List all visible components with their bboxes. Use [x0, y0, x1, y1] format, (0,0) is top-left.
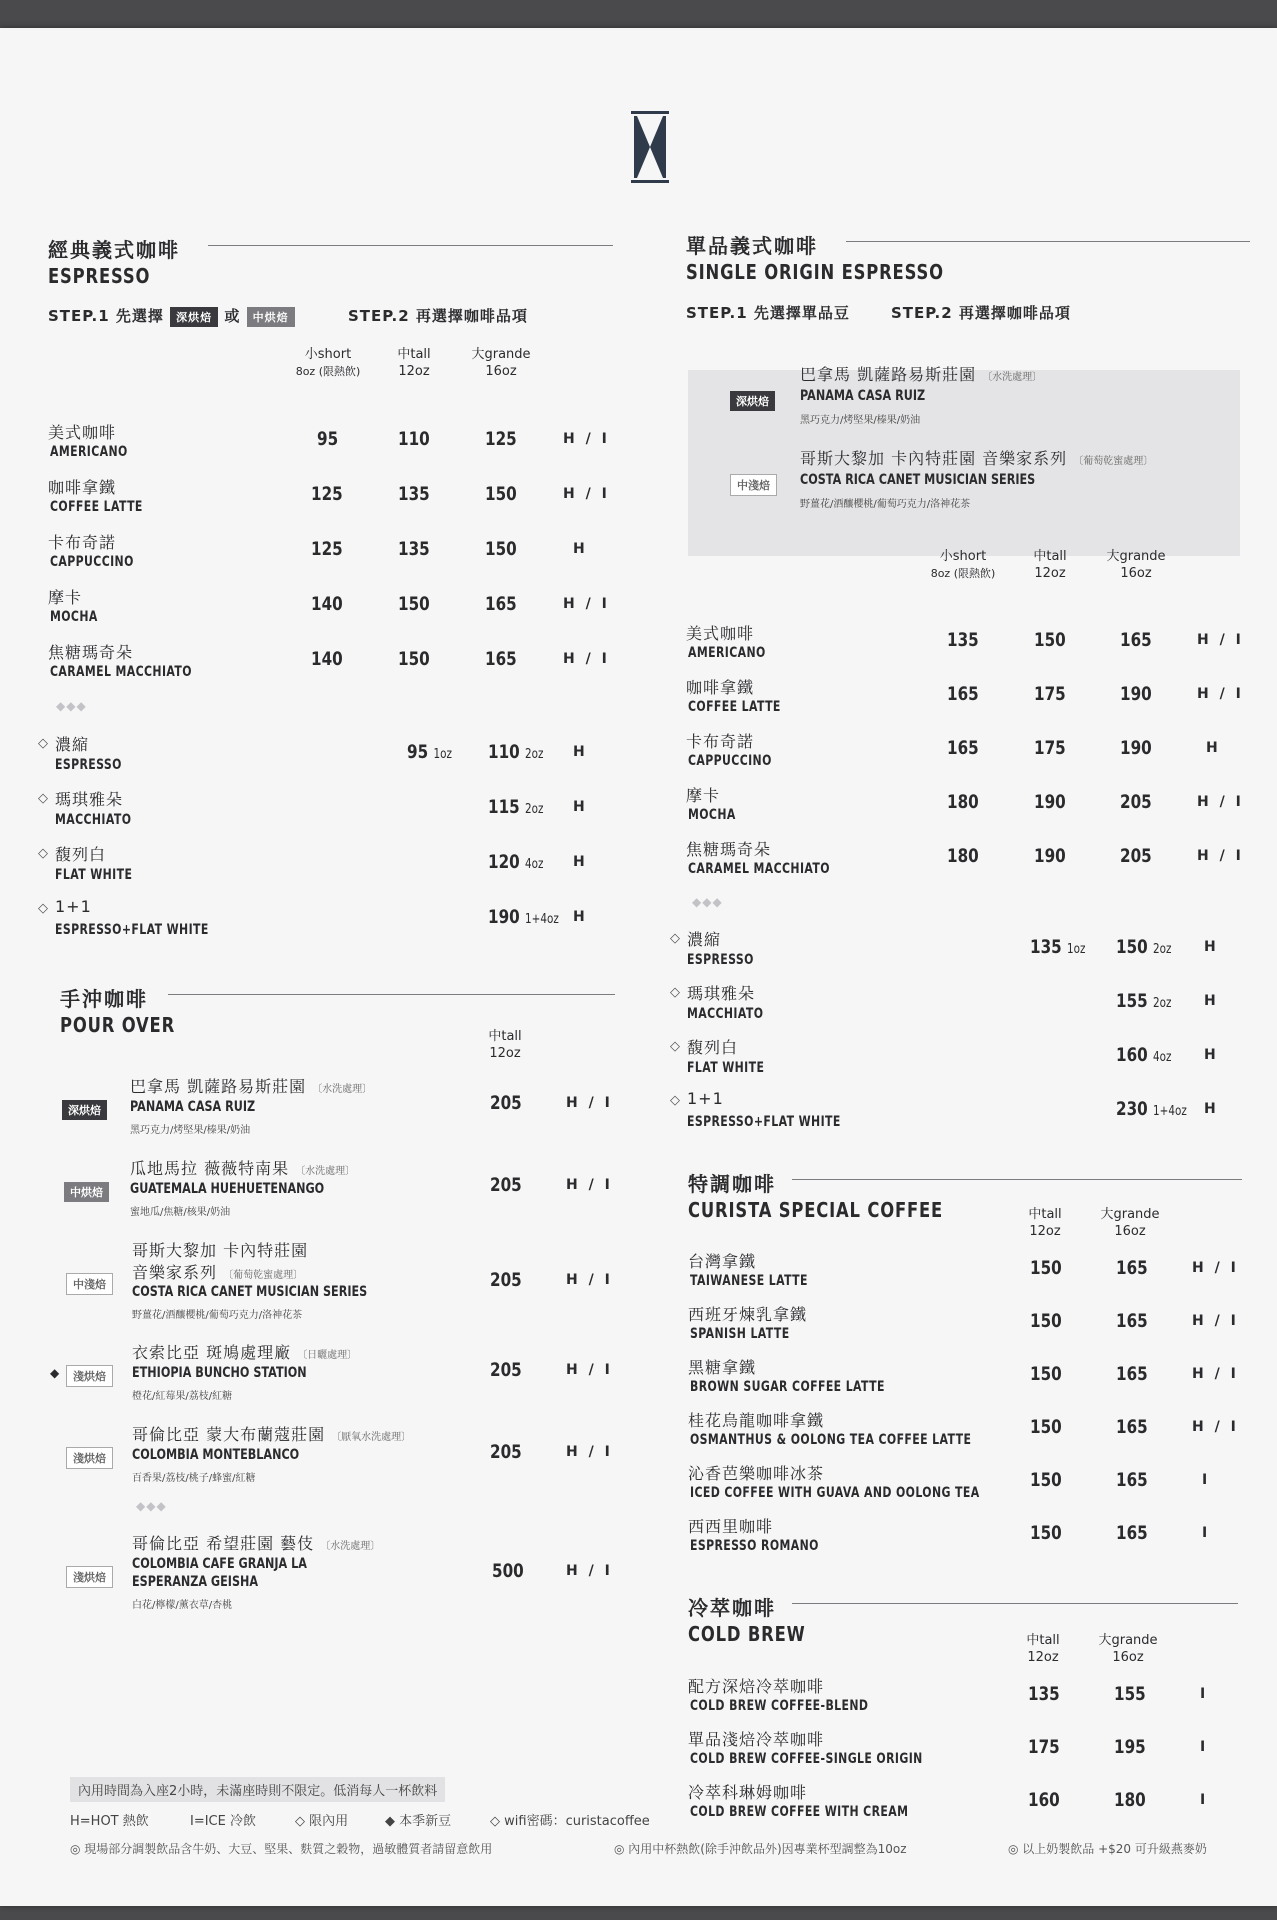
- dine-in-only-icon: ◇: [670, 985, 680, 1000]
- special-price: 165: [1116, 1416, 1148, 1438]
- hot-ice-marker: H / I: [1192, 1260, 1239, 1276]
- pourover-title-en: POUR OVER: [60, 1013, 176, 1037]
- pourover-item-en: GUATEMALA HUEHUETENANGO: [130, 1181, 325, 1197]
- single-item-en: MOCHA: [688, 807, 736, 823]
- single-header-grande: 大grande 16oz: [1106, 549, 1166, 581]
- espresso-item-cn: 焦糖瑪奇朵: [48, 643, 134, 662]
- single-special-price: 230 1+4oz: [1116, 1098, 1187, 1120]
- single-price: 190: [1034, 845, 1066, 867]
- single-item-cn: 咖啡拿鐵: [686, 678, 755, 697]
- pourover-price: 205: [490, 1359, 522, 1381]
- special-rule: [792, 1179, 1242, 1180]
- espresso-price: 150: [398, 593, 430, 615]
- pourover-item-cn: 哥倫比亞 蒙大布蘭蔻莊園 〔厭氧水洗處理〕: [132, 1425, 412, 1444]
- special-price: 165: [1116, 1257, 1148, 1279]
- single-item-cn: 美式咖啡: [686, 624, 755, 643]
- pourover-rule: [168, 994, 615, 995]
- coldbrew-item-cn: 單品淺焙冷萃咖啡: [688, 1730, 825, 1749]
- oat-milk-note: ◎ 以上奶製飲品 +$20 可升級燕麥奶: [1008, 1842, 1207, 1856]
- espresso-price: 125: [311, 483, 343, 505]
- single-item-cn: 焦糖瑪奇朵: [686, 840, 772, 859]
- flavor-notes: 蜜地瓜/焦糖/核果/奶油: [130, 1207, 231, 1218]
- single-special-price: 150 2oz: [1116, 936, 1172, 958]
- special-item-cn: 西西里咖啡: [688, 1517, 774, 1536]
- espresso-item-en: CAPPUCCINO: [50, 554, 134, 570]
- hot-ice-marker: I: [1202, 1525, 1211, 1541]
- single-item-cn: 卡布奇諾: [686, 732, 755, 751]
- special-price: 150: [1030, 1416, 1062, 1438]
- single-special-cn: 1+1: [687, 1089, 724, 1108]
- medium-roast-badge: 中烘焙: [247, 307, 295, 327]
- espresso-item-cn: 美式咖啡: [48, 423, 117, 442]
- espresso-special-cn: 瑪琪雅朵: [55, 790, 124, 809]
- single-item-en: CAPPUCCINO: [688, 753, 772, 769]
- special-item-en: BROWN SUGAR COFFEE LATTE: [690, 1379, 885, 1395]
- hot-ice-marker: H / I: [563, 486, 610, 502]
- espresso-special-en: ESPRESSO: [55, 757, 122, 773]
- pourover-item-cn: 巴拿馬 凱薩路易斯莊園 〔水洗處理〕: [130, 1077, 373, 1096]
- hot-ice-marker: H / I: [566, 1095, 613, 1111]
- espresso-special-en: MACCHIATO: [55, 812, 132, 828]
- special-price: 150: [1030, 1310, 1062, 1332]
- pourover-item-en: COLOMBIA CAFE GRANJA LA: [132, 1556, 307, 1572]
- single-price: 165: [947, 737, 979, 759]
- coldbrew-header-grande: 大grande 16oz: [1098, 1633, 1158, 1665]
- espresso-title-en: ESPRESSO: [48, 264, 151, 288]
- single-price: 165: [1120, 629, 1152, 651]
- single-item-cn: 摩卡: [686, 786, 721, 805]
- special-item-cn: 黑糖拿鐵: [688, 1358, 757, 1377]
- flavor-notes: 百香果/荔枝/桃子/蜂蜜/紅糖: [132, 1473, 256, 1484]
- pourover-item-cn: 瓜地馬拉 薇薇特南果 〔水洗處理〕: [130, 1159, 356, 1178]
- roast-badge: 中淺焙: [66, 1273, 113, 1295]
- special-header-grande: 大grande 16oz: [1100, 1207, 1160, 1239]
- special-item-en: ICED COFFEE WITH GUAVA AND OOLONG TEA: [690, 1485, 980, 1501]
- espresso-special-price: 95 1oz: [407, 741, 452, 763]
- dine-in-only-icon: ◇: [38, 901, 48, 916]
- coldbrew-item-en: COLD BREW COFFEE-BLEND: [690, 1698, 869, 1714]
- hot-ice-marker: H / I: [563, 651, 610, 667]
- pourover-price: 500: [492, 1560, 524, 1582]
- hot-ice-marker: H / I: [1197, 794, 1244, 810]
- bean-cn: 巴拿馬 凱薩路易斯莊園 〔水洗處理〕: [800, 365, 1043, 384]
- special-item-en: TAIWANESE LATTE: [690, 1273, 808, 1289]
- espresso-price: 135: [398, 538, 430, 560]
- single-special-price: 155 2oz: [1116, 990, 1172, 1012]
- special-item-en: OSMANTHUS & OOLONG TEA COFFEE LATTE: [690, 1432, 972, 1448]
- pourover-price: 205: [490, 1269, 522, 1291]
- brand-logo-icon: [631, 111, 669, 183]
- bean-en: PANAMA CASA RUIZ: [800, 388, 926, 404]
- hot-ice-marker: H: [1206, 740, 1221, 756]
- single-special-cn: 濃縮: [687, 930, 722, 949]
- espresso-price: 135: [398, 483, 430, 505]
- seating-policy-note: 內用時間為入座2小時，未滿座時則不限定。低消每人一杯飲料: [70, 1777, 445, 1802]
- single-step2: STEP.2 再選擇咖啡品項: [891, 304, 1071, 322]
- espresso-header-tall: 中tall 12oz: [397, 347, 431, 379]
- single-item-en: COFFEE LATTE: [688, 699, 781, 715]
- single-price: 150: [1034, 629, 1066, 651]
- roast-badge: 淺烘焙: [66, 1566, 113, 1588]
- cup-size-note: ◎ 內用中杯熱飲(除手沖飲品外)因專業杯型調整為10oz: [614, 1842, 907, 1856]
- roast-badge: 深烘焙: [730, 390, 775, 411]
- menu-page: [0, 28, 1277, 1906]
- single-price: 190: [1034, 791, 1066, 813]
- bean-en: COSTA RICA CANET MUSICIAN SERIES: [800, 472, 1036, 488]
- pourover-item-en: COSTA RICA CANET MUSICIAN SERIES: [132, 1284, 368, 1300]
- wifi-password: ◇ wifi密碼：curistacoffee: [490, 1814, 650, 1829]
- espresso-price: 150: [485, 483, 517, 505]
- pourover-item-cn: 衣索比亞 斑鳩處理廠 〔日曬處理〕: [132, 1343, 358, 1362]
- espresso-item-cn: 摩卡: [48, 588, 83, 607]
- special-item-cn: 西班牙煉乳拿鐵: [688, 1305, 808, 1324]
- single-price: 165: [947, 683, 979, 705]
- roast-badge: 淺烘焙: [66, 1447, 113, 1469]
- single-rule: [846, 241, 1250, 242]
- dine-in-only-icon: ◇: [670, 1039, 680, 1054]
- espresso-special-price: 115 2oz: [488, 796, 544, 818]
- single-title-cn: 單品義式咖啡: [686, 234, 818, 258]
- single-price: 190: [1120, 683, 1152, 705]
- single-title-en: SINGLE ORIGIN ESPRESSO: [686, 260, 944, 284]
- flavor-notes: 黑巧克力/烤堅果/榛果/奶油: [800, 415, 921, 426]
- espresso-item-en: COFFEE LATTE: [50, 499, 143, 515]
- special-item-cn: 桂花烏龍咖啡拿鐵: [688, 1411, 825, 1430]
- special-price: 150: [1030, 1363, 1062, 1385]
- hot-ice-marker: I: [1202, 1472, 1211, 1488]
- espresso-special-cn: 1+1: [55, 897, 92, 916]
- new-bean-icon: ◆: [50, 1366, 60, 1380]
- single-special-cn: 馥列白: [687, 1038, 739, 1057]
- single-price: 205: [1120, 791, 1152, 813]
- roast-badge: 中烘焙: [64, 1181, 109, 1202]
- single-header-tall: 中tall 12oz: [1033, 549, 1067, 581]
- legend-new-bean: ◆ 本季新豆: [385, 1814, 452, 1829]
- espresso-title-cn: 經典義式咖啡: [48, 238, 180, 262]
- special-price: 150: [1030, 1469, 1062, 1491]
- section-divider: ◆◆◆: [56, 699, 87, 713]
- espresso-special-price: 120 4oz: [488, 851, 544, 873]
- single-special-en: ESPRESSO+FLAT WHITE: [687, 1114, 841, 1130]
- roast-badge: 淺烘焙: [66, 1365, 113, 1387]
- coldbrew-price: 155: [1114, 1683, 1146, 1705]
- special-item-cn: 沁香芭樂咖啡冰茶: [688, 1464, 825, 1483]
- dark-roast-badge: 深烘焙: [170, 307, 218, 327]
- espresso-price: 165: [485, 648, 517, 670]
- single-special-cn: 瑪琪雅朵: [687, 984, 756, 1003]
- espresso-item-en: MOCHA: [50, 609, 98, 625]
- allergy-note: ◎ 現場部分調製飲品含牛奶、大豆、堅果、麩質之穀物，過敏體質者請留意飲用: [70, 1842, 493, 1856]
- single-step1: STEP.1 先選擇單品豆: [686, 304, 850, 322]
- single-special-price: 160 4oz: [1116, 1044, 1172, 1066]
- hot-ice-marker: H: [1204, 939, 1219, 955]
- pourover-price: 205: [490, 1092, 522, 1114]
- espresso-item-cn: 卡布奇諾: [48, 533, 117, 552]
- hot-ice-marker: H: [573, 541, 588, 557]
- espresso-header-grande: 大grande 16oz: [471, 347, 531, 379]
- espresso-price: 140: [311, 593, 343, 615]
- special-title-cn: 特調咖啡: [688, 1172, 776, 1196]
- hot-ice-marker: H / I: [1192, 1366, 1239, 1382]
- pourover-item-en-2: ESPERANZA GEISHA: [132, 1574, 259, 1590]
- dine-in-only-icon: ◇: [670, 1093, 680, 1108]
- bean-cn: 哥斯大黎加 卡內特莊園 音樂家系列 〔葡萄乾蜜處理〕: [800, 449, 1154, 468]
- hot-ice-marker: I: [1200, 1792, 1209, 1808]
- espresso-price: 125: [311, 538, 343, 560]
- pourover-header-tall: 中tall 12oz: [488, 1029, 522, 1061]
- dine-in-only-icon: ◇: [38, 736, 48, 751]
- special-price: 165: [1116, 1469, 1148, 1491]
- single-price: 205: [1120, 845, 1152, 867]
- hot-ice-marker: H: [573, 909, 588, 925]
- pourover-item-cn-2: 音樂家系列 〔葡萄乾蜜處理〕: [132, 1263, 304, 1282]
- special-price: 165: [1116, 1363, 1148, 1385]
- hot-ice-marker: H: [573, 744, 588, 760]
- pourover-price: 205: [490, 1441, 522, 1463]
- single-special-en: FLAT WHITE: [687, 1060, 765, 1076]
- legend-hot-ice: H=HOT 熱飲: [70, 1814, 149, 1829]
- single-price: 175: [1034, 683, 1066, 705]
- dine-in-only-icon: ◇: [38, 846, 48, 861]
- espresso-step1: [48, 305, 295, 327]
- espresso-step1-or: 或: [224, 307, 241, 325]
- single-special-price: 135 1oz: [1030, 936, 1086, 958]
- espresso-price: 165: [485, 593, 517, 615]
- hot-ice-marker: H / I: [563, 596, 610, 612]
- espresso-item-en: CARAMEL MACCHIATO: [50, 664, 192, 680]
- hot-ice-marker: H: [1204, 1101, 1219, 1117]
- hot-ice-marker: H / I: [563, 431, 610, 447]
- special-title-en: CURISTA SPECIAL COFFEE: [688, 1198, 944, 1222]
- hot-ice-marker: H / I: [566, 1272, 613, 1288]
- hot-ice-marker: H / I: [1197, 848, 1244, 864]
- coldbrew-title-en: COLD BREW: [688, 1622, 806, 1646]
- legend-dine-in: ◇ 限內用: [295, 1814, 349, 1829]
- pourover-item-en: COLOMBIA MONTEBLANCO: [132, 1447, 300, 1463]
- espresso-price: 140: [311, 648, 343, 670]
- flavor-notes: 橙花/紅莓果/荔枝/紅糖: [132, 1391, 233, 1402]
- legend-ice: I=ICE 冷飲: [190, 1814, 256, 1829]
- pourover-item-cn: 哥倫比亞 希望莊園 藝伎 〔水洗處理〕: [132, 1534, 381, 1553]
- roast-badge: 中淺焙: [730, 474, 777, 496]
- dine-in-only-icon: ◇: [38, 791, 48, 806]
- single-price: 180: [947, 845, 979, 867]
- espresso-special-en: ESPRESSO+FLAT WHITE: [55, 922, 209, 938]
- section-divider: ◆◆◆: [692, 895, 723, 909]
- pourover-price: 205: [490, 1174, 522, 1196]
- flavor-notes: 野薑花/酒釀櫻桃/葡萄巧克力/洛神花茶: [132, 1310, 303, 1321]
- espresso-rule: [208, 245, 613, 246]
- coldbrew-title-cn: 冷萃咖啡: [688, 1596, 776, 1620]
- roast-badge: 深烘焙: [62, 1099, 107, 1120]
- flavor-notes: 黑巧克力/烤堅果/榛果/奶油: [130, 1125, 251, 1136]
- coldbrew-item-cn: 冷萃科琳姆咖啡: [688, 1783, 808, 1802]
- hot-ice-marker: H / I: [566, 1563, 613, 1579]
- hot-ice-marker: H / I: [566, 1177, 613, 1193]
- espresso-special-cn: 濃縮: [55, 735, 90, 754]
- hot-ice-marker: I: [1200, 1686, 1209, 1702]
- single-price: 175: [1034, 737, 1066, 759]
- single-item-en: CARAMEL MACCHIATO: [688, 861, 830, 877]
- special-item-en: SPANISH LATTE: [690, 1326, 790, 1342]
- espresso-header-short: 小short 8oz (限熱飲): [295, 347, 361, 378]
- pourover-title-cn: 手沖咖啡: [60, 987, 148, 1011]
- section-divider: ◆◆◆: [136, 1499, 167, 1513]
- hot-ice-marker: H / I: [566, 1362, 613, 1378]
- coldbrew-rule: [792, 1603, 1238, 1604]
- espresso-special-cn: 馥列白: [55, 845, 107, 864]
- coldbrew-item-en: COLD BREW COFFEE WITH CREAM: [690, 1804, 909, 1820]
- espresso-price: 110: [398, 428, 430, 450]
- hot-ice-marker: H / I: [1197, 632, 1244, 648]
- espresso-step2: STEP.2 再選擇咖啡品項: [348, 307, 528, 325]
- espresso-item-cn: 咖啡拿鐵: [48, 478, 117, 497]
- single-price: 135: [947, 629, 979, 651]
- hot-ice-marker: H: [1204, 993, 1219, 1009]
- hot-ice-marker: H: [1204, 1047, 1219, 1063]
- espresso-price: 95: [317, 428, 339, 450]
- pourover-item-cn: 哥斯大黎加 卡內特莊園: [132, 1241, 309, 1260]
- hot-ice-marker: H / I: [1192, 1419, 1239, 1435]
- special-price: 165: [1116, 1522, 1148, 1544]
- hot-ice-marker: I: [1200, 1739, 1209, 1755]
- coldbrew-price: 195: [1114, 1736, 1146, 1758]
- espresso-special-en: FLAT WHITE: [55, 867, 133, 883]
- hot-ice-marker: H / I: [1192, 1313, 1239, 1329]
- single-header-short: 小short 8oz (限熱飲): [930, 549, 996, 580]
- coldbrew-item-en: COLD BREW COFFEE-SINGLE ORIGIN: [690, 1751, 923, 1767]
- espresso-price: 125: [485, 428, 517, 450]
- single-special-en: ESPRESSO: [687, 952, 754, 968]
- coldbrew-price: 180: [1114, 1789, 1146, 1811]
- hot-ice-marker: H: [573, 799, 588, 815]
- single-item-en: AMERICANO: [688, 645, 766, 661]
- espresso-item-en: AMERICANO: [50, 444, 128, 460]
- flavor-notes: 野薑花/酒釀櫻桃/葡萄巧克力/洛神花茶: [800, 499, 971, 510]
- pourover-item-en: ETHIOPIA BUNCHO STATION: [132, 1365, 307, 1381]
- espresso-special-price: 190 1+4oz: [488, 906, 559, 928]
- coldbrew-header-tall: 中tall 12oz: [1026, 1633, 1060, 1665]
- dine-in-only-icon: ◇: [670, 931, 680, 946]
- flavor-notes: 白花/檸檬/薰衣草/杏桃: [132, 1600, 233, 1611]
- special-item-cn: 台灣拿鐵: [688, 1252, 757, 1271]
- coldbrew-item-cn: 配方深焙冷萃咖啡: [688, 1677, 825, 1696]
- special-price: 150: [1030, 1522, 1062, 1544]
- special-item-en: ESPRESSO ROMANO: [690, 1538, 819, 1554]
- pourover-item-en: PANAMA CASA RUIZ: [130, 1099, 256, 1115]
- coldbrew-price: 135: [1028, 1683, 1060, 1705]
- hot-ice-marker: H: [573, 854, 588, 870]
- espresso-step1-label: STEP.1 先選擇: [48, 307, 164, 325]
- single-price: 190: [1120, 737, 1152, 759]
- coldbrew-price: 175: [1028, 1736, 1060, 1758]
- hot-ice-marker: H / I: [1197, 686, 1244, 702]
- hot-ice-marker: H / I: [566, 1444, 613, 1460]
- espresso-price: 150: [485, 538, 517, 560]
- espresso-special-price: 110 2oz: [488, 741, 544, 763]
- coldbrew-price: 160: [1028, 1789, 1060, 1811]
- espresso-price: 150: [398, 648, 430, 670]
- special-price: 150: [1030, 1257, 1062, 1279]
- single-price: 180: [947, 791, 979, 813]
- special-header-tall: 中tall 12oz: [1028, 1207, 1062, 1239]
- special-price: 165: [1116, 1310, 1148, 1332]
- single-special-en: MACCHIATO: [687, 1006, 764, 1022]
